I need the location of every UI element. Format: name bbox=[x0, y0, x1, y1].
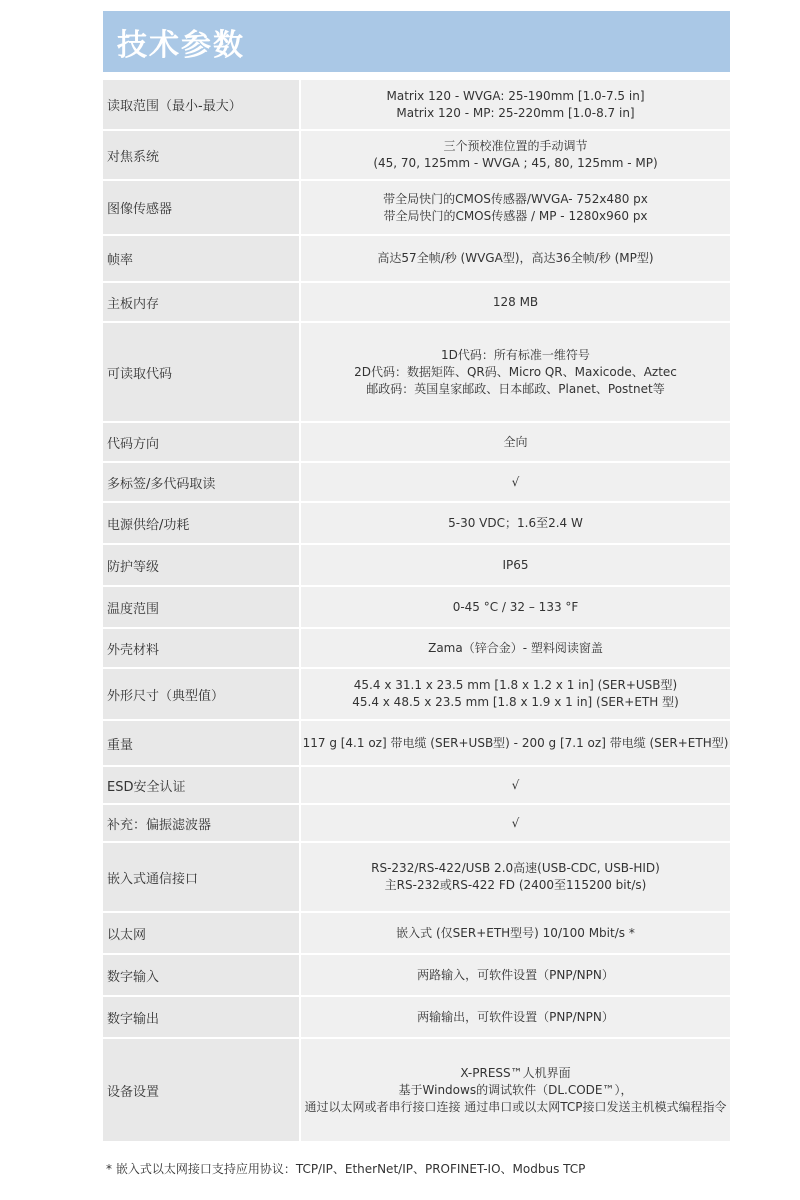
spec-label: 嵌入式通信接口 bbox=[103, 842, 300, 912]
spec-value-line: 嵌入式 (仅SER+ETH型号) 10/100 Mbit/s * bbox=[396, 925, 635, 940]
spec-row bbox=[103, 804, 730, 842]
spec-value-line: 5-30 VDC；1.6至2.4 W bbox=[448, 515, 583, 530]
spec-label: 温度范围 bbox=[103, 586, 300, 628]
spec-label: 主板内存 bbox=[103, 282, 300, 322]
spec-value-line: √ bbox=[511, 777, 520, 792]
spec-value bbox=[300, 282, 730, 322]
spec-value-line: 主RS-232或RS-422 FD (2400至115200 bit/s) bbox=[384, 878, 647, 892]
spec-label: ESD安全认证 bbox=[103, 766, 300, 804]
spec-value bbox=[300, 804, 730, 842]
spec-row bbox=[103, 322, 730, 422]
header-gap bbox=[103, 72, 730, 80]
spec-label: 读取范围（最小-最大） bbox=[103, 80, 300, 130]
spec-row bbox=[103, 130, 730, 180]
spec-value bbox=[300, 130, 730, 180]
spec-value-line: 三个预校准位置的手动调节 bbox=[443, 139, 588, 153]
spec-value bbox=[300, 628, 730, 668]
spec-label: 多标签/多代码取读 bbox=[103, 462, 300, 502]
spec-value-line: X-PRESS™人机界面 bbox=[460, 1065, 571, 1080]
spec-value bbox=[300, 462, 730, 502]
spec-value-line: (45, 70, 125mm - WVGA ; 45, 80, 125mm - MP) bbox=[373, 156, 658, 170]
spec-value bbox=[300, 720, 730, 766]
spec-value-line: 1D代码：所有标准一维符号 bbox=[441, 347, 590, 362]
spec-label: 防护等级 bbox=[103, 544, 300, 586]
spec-value-line: Matrix 120 - MP: 25-220mm [1.0-8.7 in] bbox=[396, 105, 635, 120]
spec-row bbox=[103, 668, 730, 720]
spec-row bbox=[103, 628, 730, 668]
spec-value-line: 带全局快门的CMOS传感器 / MP - 1280x960 px bbox=[383, 208, 648, 223]
spec-value-line: 128 MB bbox=[492, 294, 539, 309]
spec-value bbox=[300, 180, 730, 235]
footnote: * 嵌入式以太网接口支持应用协议：TCP/IP、EtherNet/IP、PROFINET-IO、Modbus TCP bbox=[106, 1162, 586, 1176]
spec-value bbox=[300, 766, 730, 804]
spec-sheet bbox=[103, 11, 730, 1143]
spec-row bbox=[103, 544, 730, 586]
spec-value bbox=[300, 996, 730, 1038]
spec-row bbox=[103, 80, 730, 130]
spec-row bbox=[103, 842, 730, 912]
spec-row bbox=[103, 586, 730, 628]
spec-row bbox=[103, 720, 730, 766]
spec-row bbox=[103, 462, 730, 502]
spec-value-line: √ bbox=[511, 815, 520, 830]
spec-label: 设备设置 bbox=[103, 1038, 300, 1142]
spec-value-line: √ bbox=[511, 474, 520, 489]
spec-label: 外壳材料 bbox=[103, 628, 300, 668]
spec-row bbox=[103, 766, 730, 804]
spec-label: 对焦系统 bbox=[103, 130, 300, 180]
spec-row bbox=[103, 422, 730, 462]
spec-value bbox=[300, 235, 730, 282]
spec-value-line: 45.4 x 31.1 x 23.5 mm [1.8 x 1.2 x 1 in] (SER+USB型) bbox=[353, 678, 678, 692]
spec-label: 数字输出 bbox=[103, 996, 300, 1038]
spec-value bbox=[300, 1038, 730, 1142]
spec-value-line: IP65 bbox=[502, 557, 529, 572]
spec-value bbox=[300, 842, 730, 912]
spec-table bbox=[103, 80, 730, 1143]
spec-value bbox=[300, 668, 730, 720]
spec-label: 帧率 bbox=[103, 235, 300, 282]
spec-value-line: Zama（锌合金）- 塑料阅读窗盖 bbox=[428, 640, 603, 655]
spec-value bbox=[300, 544, 730, 586]
spec-value bbox=[300, 80, 730, 130]
spec-table-body bbox=[103, 80, 730, 1142]
spec-row bbox=[103, 954, 730, 996]
spec-value-line: 高达57全帧/秒 (WVGA型)，高达36全帧/秒 (MP型) bbox=[377, 251, 654, 265]
spec-row bbox=[103, 996, 730, 1038]
spec-row bbox=[103, 235, 730, 282]
spec-row bbox=[103, 282, 730, 322]
spec-value-line: 两输输出，可软件设置（PNP/NPN） bbox=[417, 1009, 614, 1024]
spec-label: 电源供给/功耗 bbox=[103, 502, 300, 544]
section-title: 技术参数 bbox=[117, 27, 245, 63]
spec-row bbox=[103, 180, 730, 235]
spec-label: 外形尺寸（典型值） bbox=[103, 668, 300, 720]
spec-value-line: RS-232/RS-422/USB 2.0高速(USB-CDC, USB-HID) bbox=[371, 861, 660, 875]
spec-value bbox=[300, 912, 730, 954]
section-header bbox=[103, 11, 730, 72]
spec-value bbox=[300, 322, 730, 422]
spec-value-line: 0-45 °C / 32 – 133 °F bbox=[452, 599, 579, 614]
spec-value-line: 45.4 x 48.5 x 23.5 mm [1.8 x 1.9 x 1 in] (SER+ETH 型) bbox=[352, 695, 679, 709]
spec-value bbox=[300, 502, 730, 544]
spec-label: 补充：偏振滤波器 bbox=[103, 804, 300, 842]
spec-row bbox=[103, 1038, 730, 1142]
spec-label: 数字输入 bbox=[103, 954, 300, 996]
spec-value-line: 2D代码：数据矩阵、QR码、Micro QR、Maxicode、Aztec bbox=[354, 364, 677, 379]
spec-value-line: 邮政码：英国皇家邮政、日本邮政、Planet、Postnet等 bbox=[366, 381, 665, 396]
spec-label: 图像传感器 bbox=[103, 180, 300, 235]
spec-row bbox=[103, 912, 730, 954]
spec-value-line: 基于Windows的调试软件（DL.CODE™）， bbox=[398, 1082, 633, 1097]
spec-value bbox=[300, 586, 730, 628]
spec-value-line: 带全局快门的CMOS传感器/WVGA- 752x480 px bbox=[383, 191, 648, 206]
spec-value bbox=[300, 954, 730, 996]
spec-label: 代码方向 bbox=[103, 422, 300, 462]
spec-label: 以太网 bbox=[103, 912, 300, 954]
spec-value-line: 两路输入，可软件设置（PNP/NPN） bbox=[417, 967, 614, 982]
spec-row bbox=[103, 502, 730, 544]
spec-value-line: 117 g [4.1 oz] 带电缆 (SER+USB型) - 200 g [7.1 oz] 带电缆 (SER+ETH型) bbox=[302, 735, 729, 750]
spec-value-line: 全向 bbox=[503, 434, 528, 449]
spec-label: 可读取代码 bbox=[103, 322, 300, 422]
spec-value-line: Matrix 120 - WVGA: 25-190mm [1.0-7.5 in] bbox=[386, 88, 645, 103]
spec-value-line: 通过以太网或者串行接口连接 通过串口或以太网TCP接口发送主机模式编程指令 bbox=[304, 1099, 727, 1114]
spec-value bbox=[300, 422, 730, 462]
spec-label: 重量 bbox=[103, 720, 300, 766]
